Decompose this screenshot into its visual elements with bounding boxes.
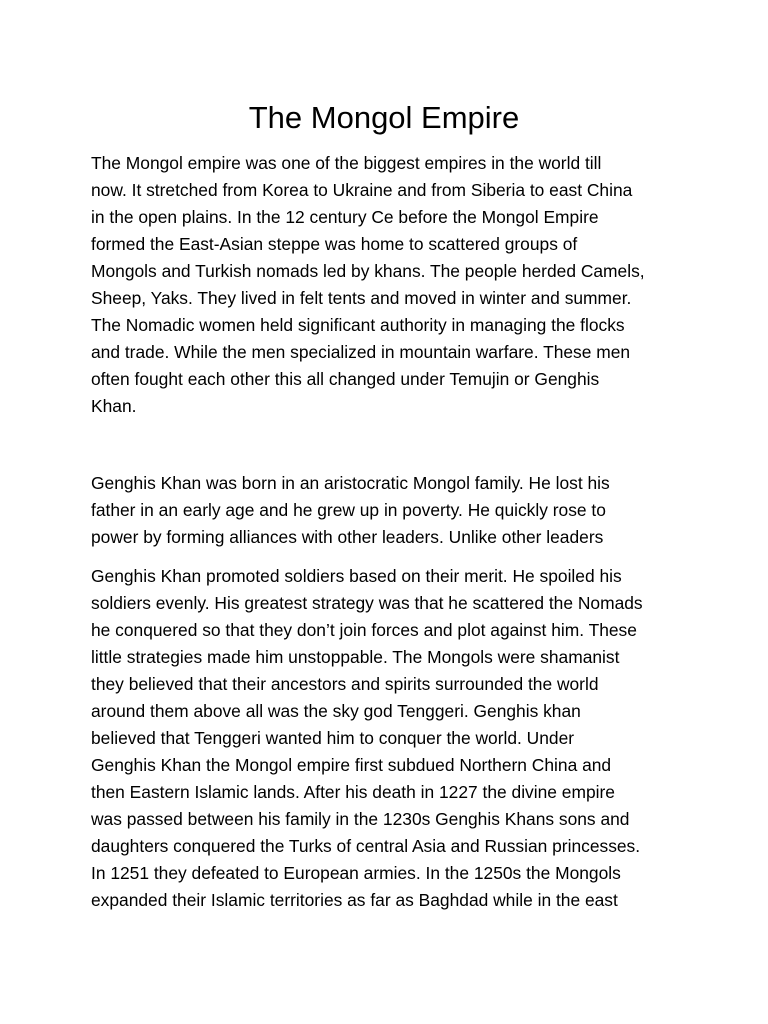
paragraph-1-line-4: formed the East-Asian steppe was home to scattered groups of	[91, 234, 578, 254]
paragraph-3-line-8: Genghis Khan the Mongol empire first subdued Northern China and	[91, 755, 612, 775]
paragraph-1-line-7: The Nomadic women held significant authority in managing the flocks	[91, 315, 625, 335]
paragraph-1-line-5: Mongols and Turkish nomads led by khans. The people herded Camels,	[91, 261, 645, 281]
paragraph-2-line-3: power by forming alliances with other leaders. Unlike other leaders	[91, 527, 604, 547]
paragraph-3-line-3: he conquered so that they don’t join forces and plot against him. These	[91, 620, 637, 640]
paragraph-1-line-8: and trade. While the men specialized in mountain warfare. These men	[91, 342, 631, 362]
paragraph-3-line-2: soldiers evenly. His greatest strategy was that he scattered the Nomads	[91, 593, 643, 613]
paragraph-3-line-5: they believed that their ancestors and spirits surrounded the world	[91, 674, 599, 694]
paragraph-3-line-4: little strategies made him unstoppable. The Mongols were shamanist	[91, 647, 620, 667]
paragraph-3-line-12: In 1251 they defeated to European armies. In the 1250s the Mongols	[91, 863, 621, 883]
paragraph-3-line-6: around them above all was the sky god Tenggeri. Genghis khan	[91, 701, 581, 721]
paragraph-3-line-9: then Eastern Islamic lands. After his death in 1227 the divine empire	[91, 782, 615, 802]
paragraph-3-line-10: was passed between his family in the 1230s Genghis Khans sons and	[91, 809, 630, 829]
paragraph-3-line-1: Genghis Khan promoted soldiers based on their merit. He spoiled his	[91, 566, 622, 586]
paragraph-3-line-13: expanded their Islamic territories as far as Baghdad while in the east	[91, 890, 618, 910]
document-title: The Mongol Empire	[248, 100, 520, 135]
paragraph-1-line-3: in the open plains. In the 12 century Ce before the Mongol Empire	[91, 207, 599, 227]
paragraph-2-line-2: father in an early age and he grew up in poverty. He quickly rose to	[91, 500, 606, 520]
paragraph-3-line-11: daughters conquered the Turks of central Asia and Russian princesses.	[91, 836, 641, 856]
paragraph-1-line-6: Sheep, Yaks. They lived in felt tents and moved in winter and summer.	[91, 288, 632, 308]
paragraph-1-line-10: Khan.	[91, 396, 137, 416]
paragraph-3-line-7: believed that Tenggeri wanted him to conquer the world. Under	[91, 728, 575, 748]
paragraph-1-line-1: The Mongol empire was one of the biggest empires in the world till	[91, 153, 602, 173]
paragraph-2-line-1: Genghis Khan was born in an aristocratic Mongol family. He lost his	[91, 473, 610, 493]
paragraph-1-line-2: now. It stretched from Korea to Ukraine and from Siberia to east China	[91, 180, 633, 200]
paragraph-1-line-9: often fought each other this all changed under Temujin or Genghis	[91, 369, 600, 389]
